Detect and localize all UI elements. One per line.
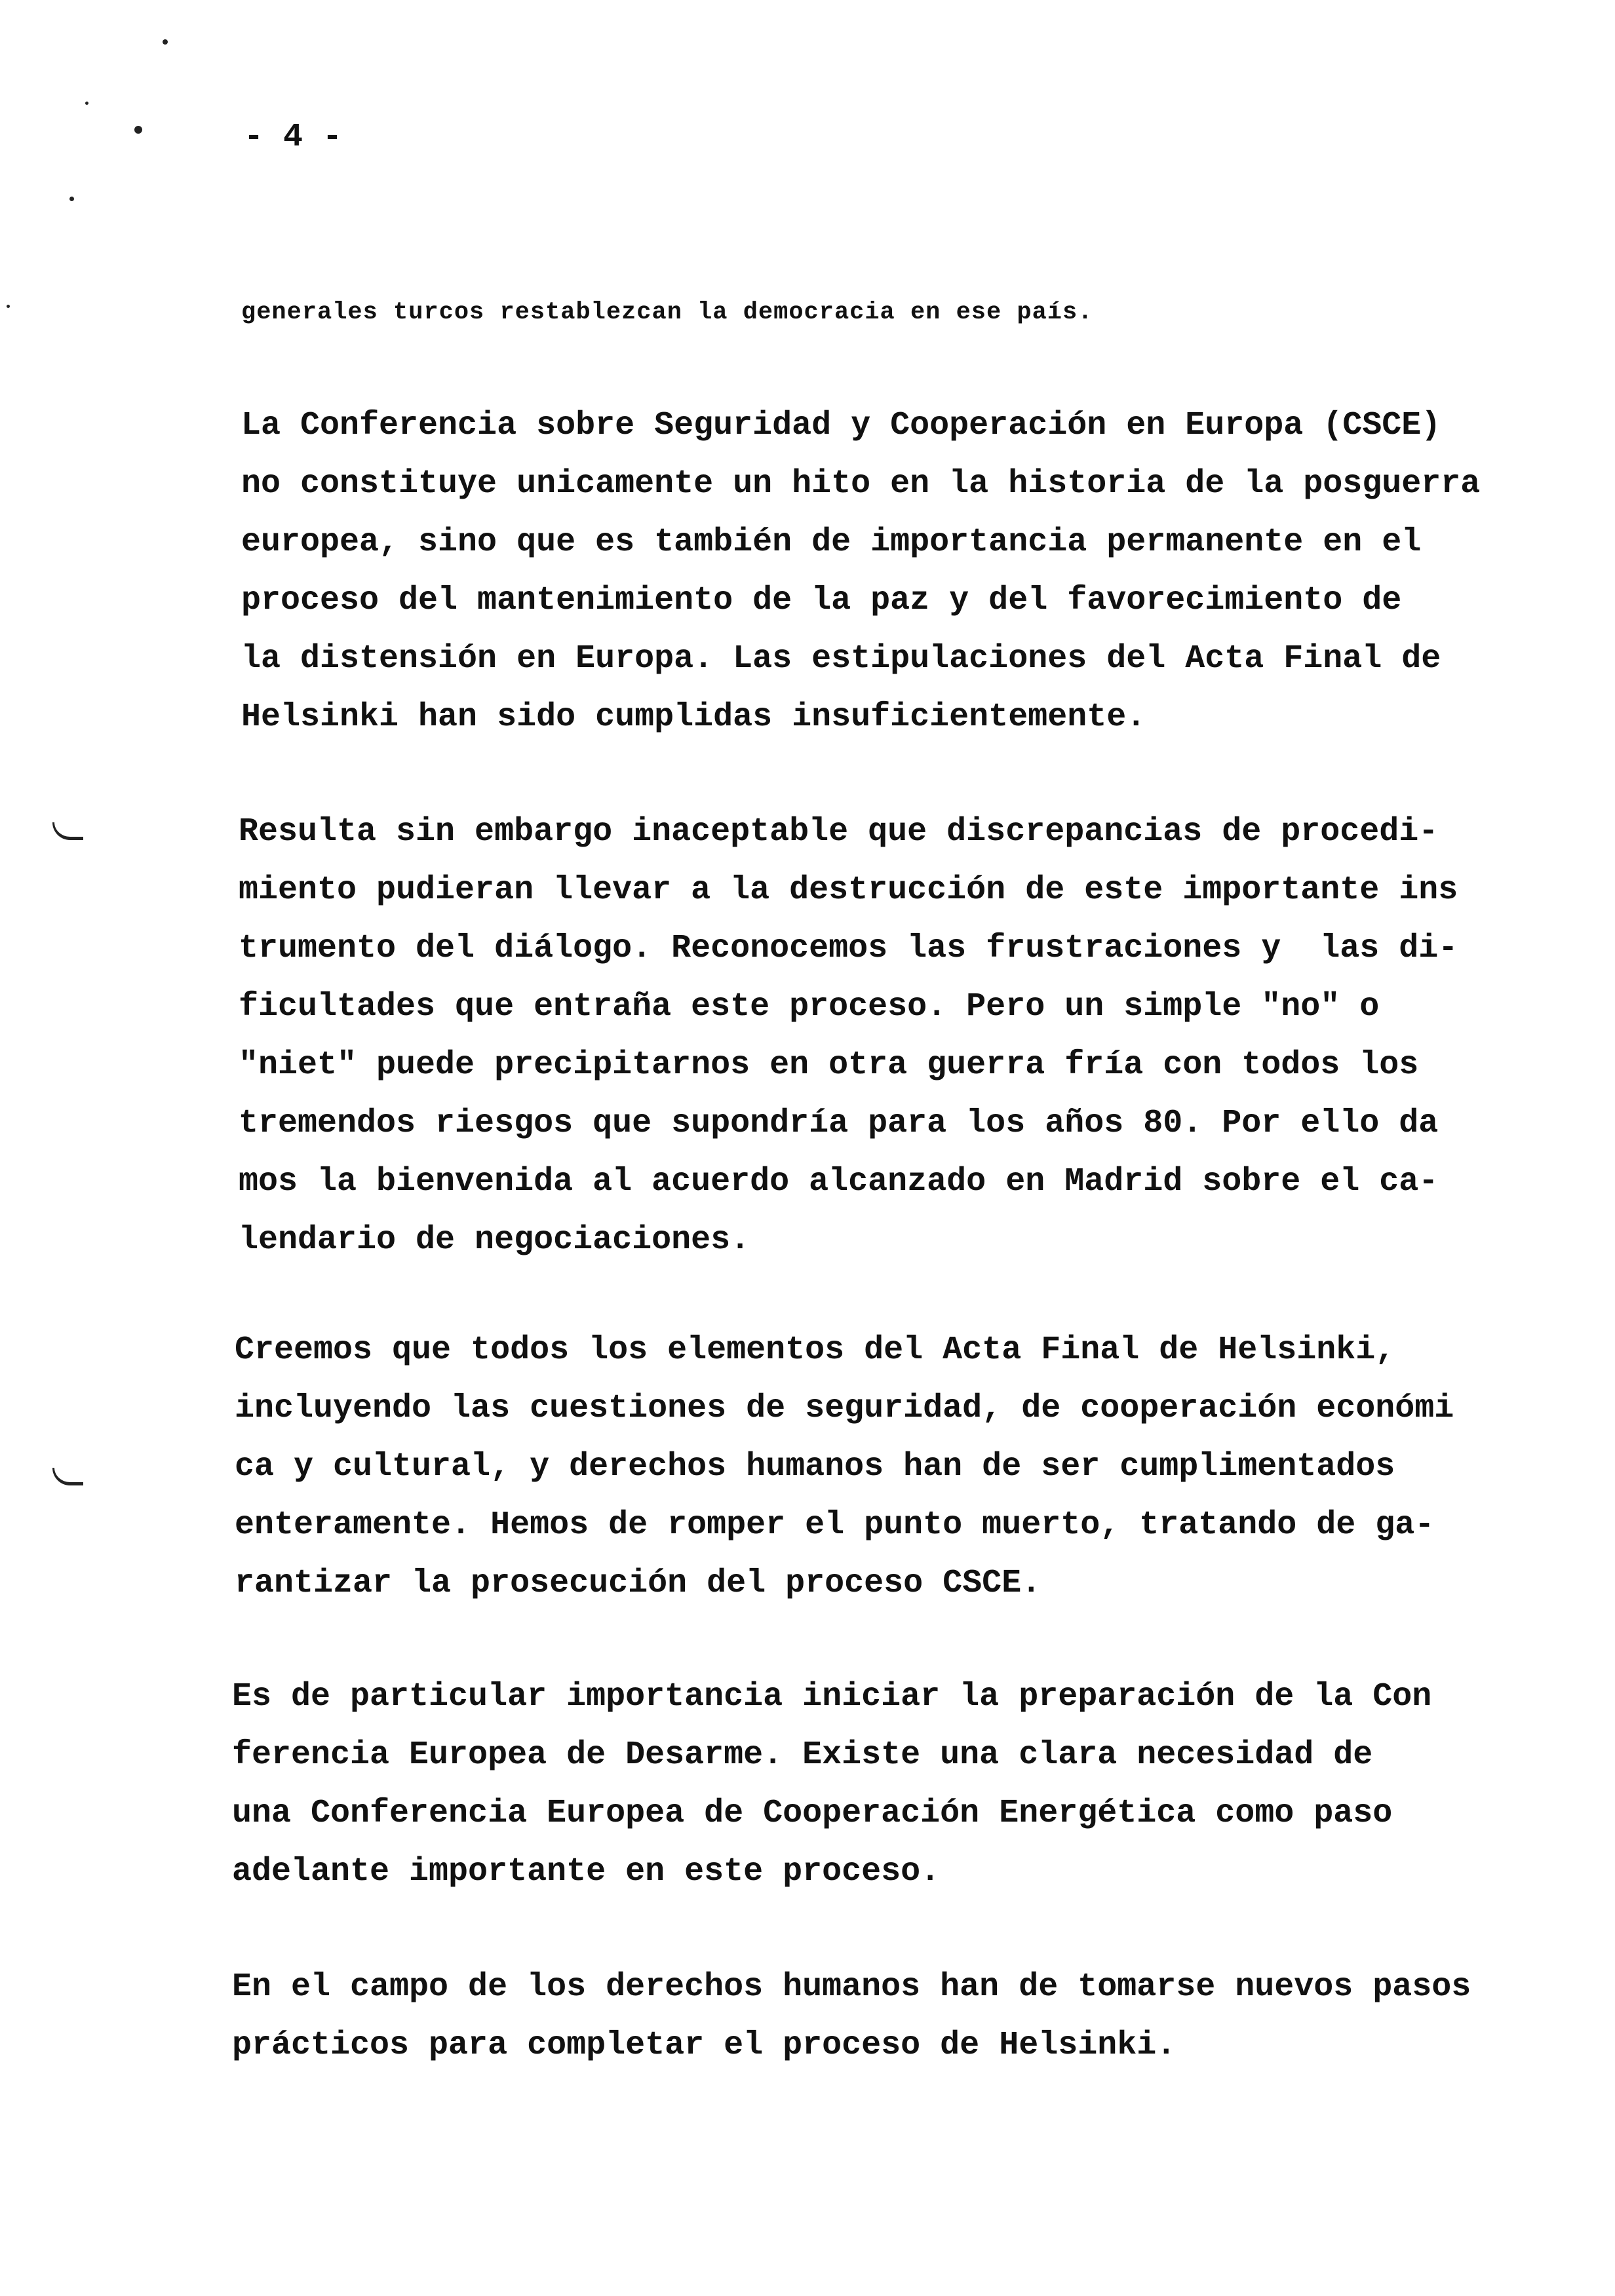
text-line: La Conferencia sobre Seguridad y Cooperación en Europa (CSCE) — [241, 407, 1441, 444]
margin-speck — [85, 102, 88, 105]
text-line: ferencia Europea de Desarme. Existe una clara necesidad de — [232, 1736, 1373, 1774]
text-line: En el campo de los derechos humanos han de tomarse nuevos pasos — [232, 1968, 1471, 2006]
text-line: enteramente. Hemos de romper el punto muerto, tratando de ga- — [235, 1506, 1435, 1544]
margin-speck — [134, 126, 142, 134]
text-line: ca y cultural, y derechos humanos han de ser cumplimentados — [235, 1448, 1395, 1485]
text-line: "niet" puede precipitarnos en otra guerra fría con todos los — [239, 1046, 1419, 1084]
text-line: Resulta sin embargo inaceptable que discrepancias de procedi- — [239, 813, 1439, 851]
text-line: Es de particular importancia iniciar la preparación de la Con — [232, 1678, 1432, 1715]
text-line: europea, sino que es también de importancia permanente en el — [241, 524, 1422, 561]
text-line: lendario de negociaciones. — [239, 1221, 750, 1259]
text-line: una Conferencia Europea de Cooperación Energética como paso — [232, 1795, 1393, 1832]
text-line: Creemos que todos los elementos del Acta Final de Helsinki, — [235, 1331, 1395, 1369]
margin-speck — [69, 197, 74, 201]
page-number: - 4 - — [244, 119, 343, 156]
hole-punch-mark — [52, 822, 83, 840]
text-line: rantizar la prosecución del proceso CSCE. — [235, 1565, 1041, 1602]
text-line: mos la bienvenida al acuerdo alcanzado en Madrid sobre el ca- — [239, 1163, 1439, 1200]
text-line: generales turcos restablezcan la democracia en ese país. — [241, 299, 1093, 326]
text-line: la distensión en Europa. Las estipulaciones del Acta Final de — [241, 640, 1441, 678]
margin-speck — [163, 39, 168, 45]
text-line: ficultades que entraña este proceso. Pero un simple "no" o — [239, 988, 1380, 1025]
text-line: prácticos para completar el proceso de Helsinki. — [232, 2027, 1177, 2064]
text-line: miento pudieran llevar a la destrucción de este importante ins — [239, 871, 1458, 909]
text-line: tremendos riesgos que supondría para los años 80. Por ello da — [239, 1105, 1439, 1142]
text-line: incluyendo las cuestiones de seguridad, de cooperación económi — [235, 1390, 1454, 1427]
text-line: adelante importante en este proceso. — [232, 1853, 941, 1890]
text-line: Helsinki han sido cumplidas insuficientemente. — [241, 698, 1146, 736]
text-line: trumento del diálogo. Reconocemos las frustraciones y las di- — [239, 930, 1458, 967]
margin-speck — [7, 305, 10, 308]
text-line: proceso del mantenimiento de la paz y del favorecimiento de — [241, 582, 1402, 619]
text-line: no constituye unicamente un hito en la historia de la posguerra — [241, 465, 1481, 503]
hole-punch-mark — [52, 1468, 83, 1485]
